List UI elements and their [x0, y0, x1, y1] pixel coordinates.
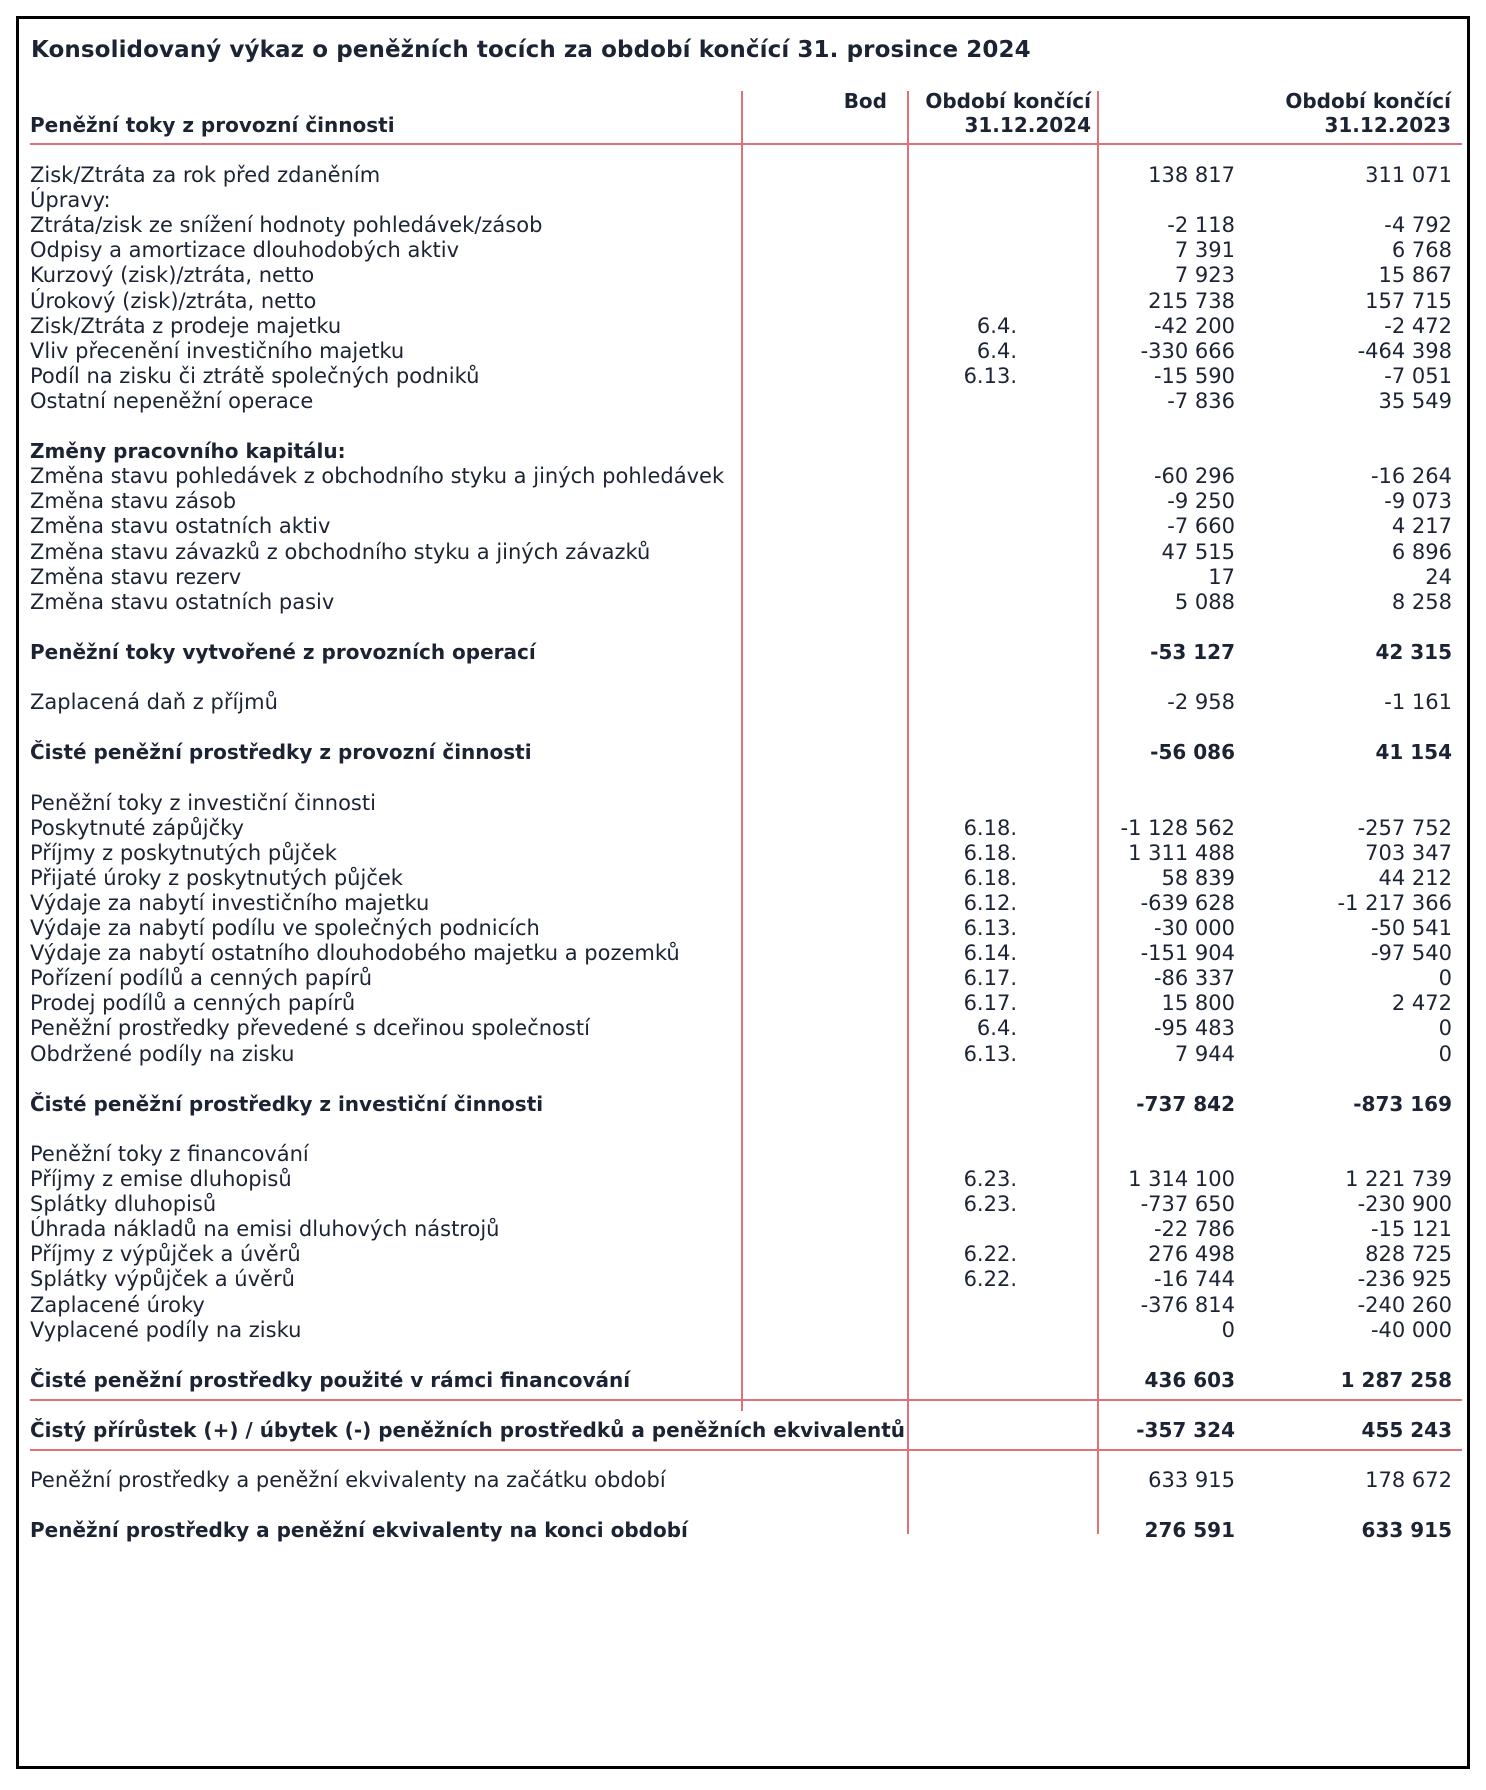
row-bod: 6.4. [976, 339, 1017, 363]
row-label: Změna stavu ostatních aktiv [30, 514, 331, 538]
table-row [19, 1014, 1469, 1042]
row-value-2024: -737 650 [1140, 1192, 1235, 1216]
row-value-2024: 5 088 [1174, 590, 1235, 614]
row-value-2023: 8 258 [1391, 590, 1452, 614]
row-value-2024: 276 498 [1148, 1242, 1235, 1266]
row-bod: 6.23. [963, 1167, 1017, 1191]
row-value-2023: 41 154 [1375, 740, 1452, 764]
table-row [19, 236, 1469, 264]
row-value-2024: -15 590 [1153, 364, 1235, 388]
row-value-2023: 6 896 [1391, 540, 1452, 564]
row-value-2024: 7 391 [1174, 238, 1235, 262]
row-value-2024: 15 800 [1161, 991, 1235, 1015]
table-row [19, 161, 1469, 189]
row-bod: 6.18. [963, 816, 1017, 840]
row-value-2024: 0 [1221, 1318, 1235, 1342]
row-label: Odpisy a amortizace dlouhodobých aktiv [30, 238, 459, 262]
row-value-2023: -1 161 [1384, 690, 1452, 714]
row-value-2023: -9 073 [1384, 489, 1452, 513]
row-label: Vliv přecenění investičního majetku [30, 339, 405, 363]
row-value-2023: -257 752 [1357, 816, 1452, 840]
table-row [19, 512, 1469, 540]
row-value-2024: 215 738 [1148, 289, 1235, 313]
row-value-2023: -97 540 [1370, 941, 1452, 965]
row-bod: 6.18. [963, 866, 1017, 890]
row-value-2023: -2 472 [1384, 314, 1452, 338]
row-value-2023: 633 915 [1361, 1518, 1452, 1542]
row-value-2024: -2 118 [1167, 213, 1235, 237]
row-label: Výdaje za nabytí investičního majetku [30, 891, 430, 915]
table-row [19, 1165, 1469, 1193]
row-value-2023: -873 169 [1353, 1092, 1452, 1116]
row-value-2023: 4 217 [1391, 514, 1452, 538]
table-row [19, 437, 1469, 465]
row-value-2023: 44 212 [1378, 866, 1452, 890]
table-row [19, 1190, 1469, 1218]
row-label: Poskytnuté zápůjčky [30, 816, 244, 840]
row-value-2023: 0 [1438, 966, 1452, 990]
table-row [19, 964, 1469, 992]
table-row [19, 789, 1469, 817]
row-value-2024: 633 915 [1148, 1468, 1235, 1492]
header-rule [30, 143, 1462, 145]
table-row [19, 1265, 1469, 1293]
row-value-2024: 276 591 [1144, 1518, 1235, 1542]
row-label: Čistý přírůstek (+) / úbytek (-) peněžních prostředků a peněžních ekvivalentů [30, 1418, 906, 1442]
row-label: Přijaté úroky z poskytnutých půjček [30, 866, 403, 890]
row-value-2024: 58 839 [1161, 866, 1235, 890]
table-row [19, 362, 1469, 390]
row-value-2023: 178 672 [1365, 1468, 1452, 1492]
row-label: Zaplacené úroky [30, 1293, 205, 1317]
row-label: Ostatní nepeněžní operace [30, 389, 314, 413]
table-row [19, 312, 1469, 340]
table-row [19, 538, 1469, 566]
table-row [19, 1516, 1469, 1544]
table-row [19, 1215, 1469, 1243]
table-row [19, 462, 1469, 490]
row-value-2023: 35 549 [1378, 389, 1452, 413]
row-label: Čisté peněžní prostředky z provozní činnosti [30, 740, 532, 764]
row-label: Úpravy: [30, 188, 111, 212]
col1-header-line1: Období končící [925, 89, 1091, 113]
bod-header: Bod [843, 89, 887, 113]
row-label: Prodej podílů a cenných papírů [30, 991, 356, 1015]
row-bod: 6.14. [963, 941, 1017, 965]
table-row [19, 387, 1469, 415]
table-row [19, 287, 1469, 315]
row-value-2023: 2 472 [1391, 991, 1452, 1015]
row-value-2023: -240 260 [1357, 1293, 1452, 1317]
row-value-2023: 703 347 [1365, 841, 1452, 865]
net-change-rule-top [30, 1399, 1462, 1401]
row-label: Splátky dluhopisů [30, 1192, 217, 1216]
row-value-2024: -9 250 [1167, 489, 1235, 513]
row-label: Peněžní toky z investiční činnosti [30, 791, 376, 815]
row-label: Čisté peněžní prostředky z investiční činnosti [30, 1092, 544, 1116]
row-bod: 6.12. [963, 891, 1017, 915]
table-row [19, 1366, 1469, 1394]
table-row [19, 186, 1469, 214]
row-bod: 6.13. [963, 364, 1017, 388]
row-label: Úhrada nákladů na emisi dluhových nástrojů [30, 1217, 500, 1241]
row-value-2024: -16 744 [1153, 1267, 1235, 1291]
row-value-2023: -7 051 [1384, 364, 1452, 388]
row-value-2024: -7 836 [1167, 389, 1235, 413]
net-change-rule-bottom [30, 1449, 1462, 1451]
table-row [19, 1040, 1469, 1068]
table-row [19, 1466, 1469, 1494]
table-row [19, 1140, 1469, 1168]
row-label: Zaplacená daň z příjmů [30, 690, 278, 714]
row-value-2023: 828 725 [1365, 1242, 1452, 1266]
row-bod: 6.17. [963, 991, 1017, 1015]
row-value-2023: 6 768 [1391, 238, 1452, 262]
row-value-2023: 455 243 [1361, 1418, 1452, 1442]
row-label: Výdaje za nabytí ostatního dlouhodobého majetku a pozemků [30, 941, 680, 965]
section-header-operating: Peněžní toky z provozní činnosti [30, 113, 395, 137]
row-value-2023: -1 217 366 [1337, 891, 1452, 915]
table-row [19, 261, 1469, 289]
row-value-2023: -50 541 [1370, 916, 1452, 940]
row-label: Příjmy z výpůjček a úvěrů [30, 1242, 301, 1266]
table-row [19, 914, 1469, 942]
row-label: Peněžní toky z financování [30, 1142, 309, 1166]
row-label: Změny pracovního kapitálu: [30, 439, 346, 463]
row-value-2024: -56 086 [1150, 740, 1235, 764]
col1-header-line2: 31.12.2024 [964, 113, 1091, 137]
row-bod: 6.22. [963, 1267, 1017, 1291]
row-label: Kurzový (zisk)/ztráta, netto [30, 263, 315, 287]
row-value-2023: 0 [1438, 1042, 1452, 1066]
row-label: Obdržené podíly na zisku [30, 1042, 295, 1066]
row-value-2023: 24 [1425, 565, 1452, 589]
row-value-2024: 7 944 [1174, 1042, 1235, 1066]
table-row [19, 1416, 1469, 1444]
row-value-2023: -15 121 [1370, 1217, 1452, 1241]
row-value-2024: -95 483 [1153, 1016, 1235, 1040]
row-value-2023: -4 792 [1384, 213, 1452, 237]
table-row [19, 889, 1469, 917]
row-bod: 6.13. [963, 916, 1017, 940]
row-label: Výdaje za nabytí podílu ve společných podnicích [30, 916, 540, 940]
table-row [19, 638, 1469, 666]
row-value-2024: -42 200 [1153, 314, 1235, 338]
row-value-2024: 436 603 [1144, 1368, 1235, 1392]
row-value-2024: -357 324 [1136, 1418, 1235, 1442]
row-value-2024: 138 817 [1148, 163, 1235, 187]
row-value-2024: -639 628 [1140, 891, 1235, 915]
table-row [19, 1240, 1469, 1268]
row-label: Příjmy z emise dluhopisů [30, 1167, 292, 1191]
table-row [19, 1291, 1469, 1319]
table-row [19, 688, 1469, 716]
row-label: Zisk/Ztráta z prodeje majetku [30, 314, 342, 338]
row-value-2024: -30 000 [1153, 916, 1235, 940]
table-row [19, 989, 1469, 1017]
row-value-2024: 1 314 100 [1128, 1167, 1235, 1191]
row-label: Splátky výpůjček a úvěrů [30, 1267, 295, 1291]
table-row [19, 939, 1469, 967]
row-bod: 6.22. [963, 1242, 1017, 1266]
row-label: Změna stavu rezerv [30, 565, 242, 589]
row-label: Čisté peněžní prostředky použité v rámci financování [30, 1368, 631, 1392]
table-row [19, 814, 1469, 842]
row-value-2024: -2 958 [1167, 690, 1235, 714]
row-bod: 6.13. [963, 1042, 1017, 1066]
row-value-2023: 157 715 [1365, 289, 1452, 313]
row-value-2024: -60 296 [1153, 464, 1235, 488]
row-value-2024: 47 515 [1161, 540, 1235, 564]
row-bod: 6.17. [963, 966, 1017, 990]
row-label: Úrokový (zisk)/ztráta, netto [30, 289, 317, 313]
row-value-2023: -236 925 [1357, 1267, 1452, 1291]
row-value-2024: -22 786 [1153, 1217, 1235, 1241]
statement-title: Konsolidovaný výkaz o peněžních tocích za období končící 31. prosince 2024 [31, 37, 1031, 63]
row-value-2024: -7 660 [1167, 514, 1235, 538]
row-label: Změna stavu zásob [30, 489, 237, 513]
row-value-2024: -737 842 [1136, 1092, 1235, 1116]
table-row [19, 1090, 1469, 1118]
row-value-2024: 17 [1208, 565, 1235, 589]
row-label: Vyplacené podíly na zisku [30, 1318, 302, 1342]
row-value-2023: 0 [1438, 1016, 1452, 1040]
row-value-2023: 311 071 [1365, 163, 1452, 187]
table-row [19, 1316, 1469, 1344]
col2-header-line1: Období končící [1285, 89, 1451, 113]
row-value-2024: -330 666 [1140, 339, 1235, 363]
row-value-2024: 1 311 488 [1128, 841, 1235, 865]
row-value-2023: -230 900 [1357, 1192, 1452, 1216]
row-label: Peněžní prostředky převedené s dceřinou společností [30, 1016, 590, 1040]
row-label: Podíl na zisku či ztrátě společných podniků [30, 364, 480, 388]
row-value-2023: -16 264 [1370, 464, 1452, 488]
row-value-2023: -40 000 [1370, 1318, 1452, 1342]
row-label: Pořízení podílů a cenných papírů [30, 966, 373, 990]
table-row [19, 337, 1469, 365]
row-value-2024: -53 127 [1150, 640, 1235, 664]
row-label: Příjmy z poskytnutých půjček [30, 841, 337, 865]
row-value-2023: 1 221 739 [1345, 1167, 1452, 1191]
row-value-2024: -1 128 562 [1120, 816, 1235, 840]
row-label: Peněžní prostředky a peněžní ekvivalenty na konci období [30, 1518, 688, 1542]
row-value-2023: -464 398 [1357, 339, 1452, 363]
table-row [19, 211, 1469, 239]
row-label: Peněžní toky vytvořené z provozních operací [30, 640, 536, 664]
table-row [19, 563, 1469, 591]
row-label: Peněžní prostředky a peněžní ekvivalenty na začátku období [30, 1468, 666, 1492]
table-row [19, 588, 1469, 616]
row-value-2023: 1 287 258 [1340, 1368, 1452, 1392]
col2-header-line2: 31.12.2023 [1324, 113, 1451, 137]
row-label: Zisk/Ztráta za rok před zdaněním [30, 163, 381, 187]
table-row [19, 864, 1469, 892]
row-label: Ztráta/zisk ze snížení hodnoty pohledávek/zásob [30, 213, 543, 237]
row-value-2024: -86 337 [1153, 966, 1235, 990]
row-value-2024: -151 904 [1140, 941, 1235, 965]
cash-flow-statement [16, 16, 1470, 1769]
row-label: Změna stavu ostatních pasiv [30, 590, 335, 614]
row-bod: 6.18. [963, 841, 1017, 865]
row-bod: 6.23. [963, 1192, 1017, 1216]
row-value-2024: 7 923 [1174, 263, 1235, 287]
row-label: Změna stavu pohledávek z obchodního styku a jiných pohledávek [30, 464, 725, 488]
row-bod: 6.4. [976, 1016, 1017, 1040]
table-row [19, 738, 1469, 766]
table-row [19, 487, 1469, 515]
table-row [19, 839, 1469, 867]
row-value-2023: 42 315 [1375, 640, 1452, 664]
row-value-2023: 15 867 [1378, 263, 1452, 287]
row-bod: 6.4. [976, 314, 1017, 338]
row-label: Změna stavu závazků z obchodního styku a jiných závazků [30, 540, 651, 564]
row-value-2024: -376 814 [1140, 1293, 1235, 1317]
